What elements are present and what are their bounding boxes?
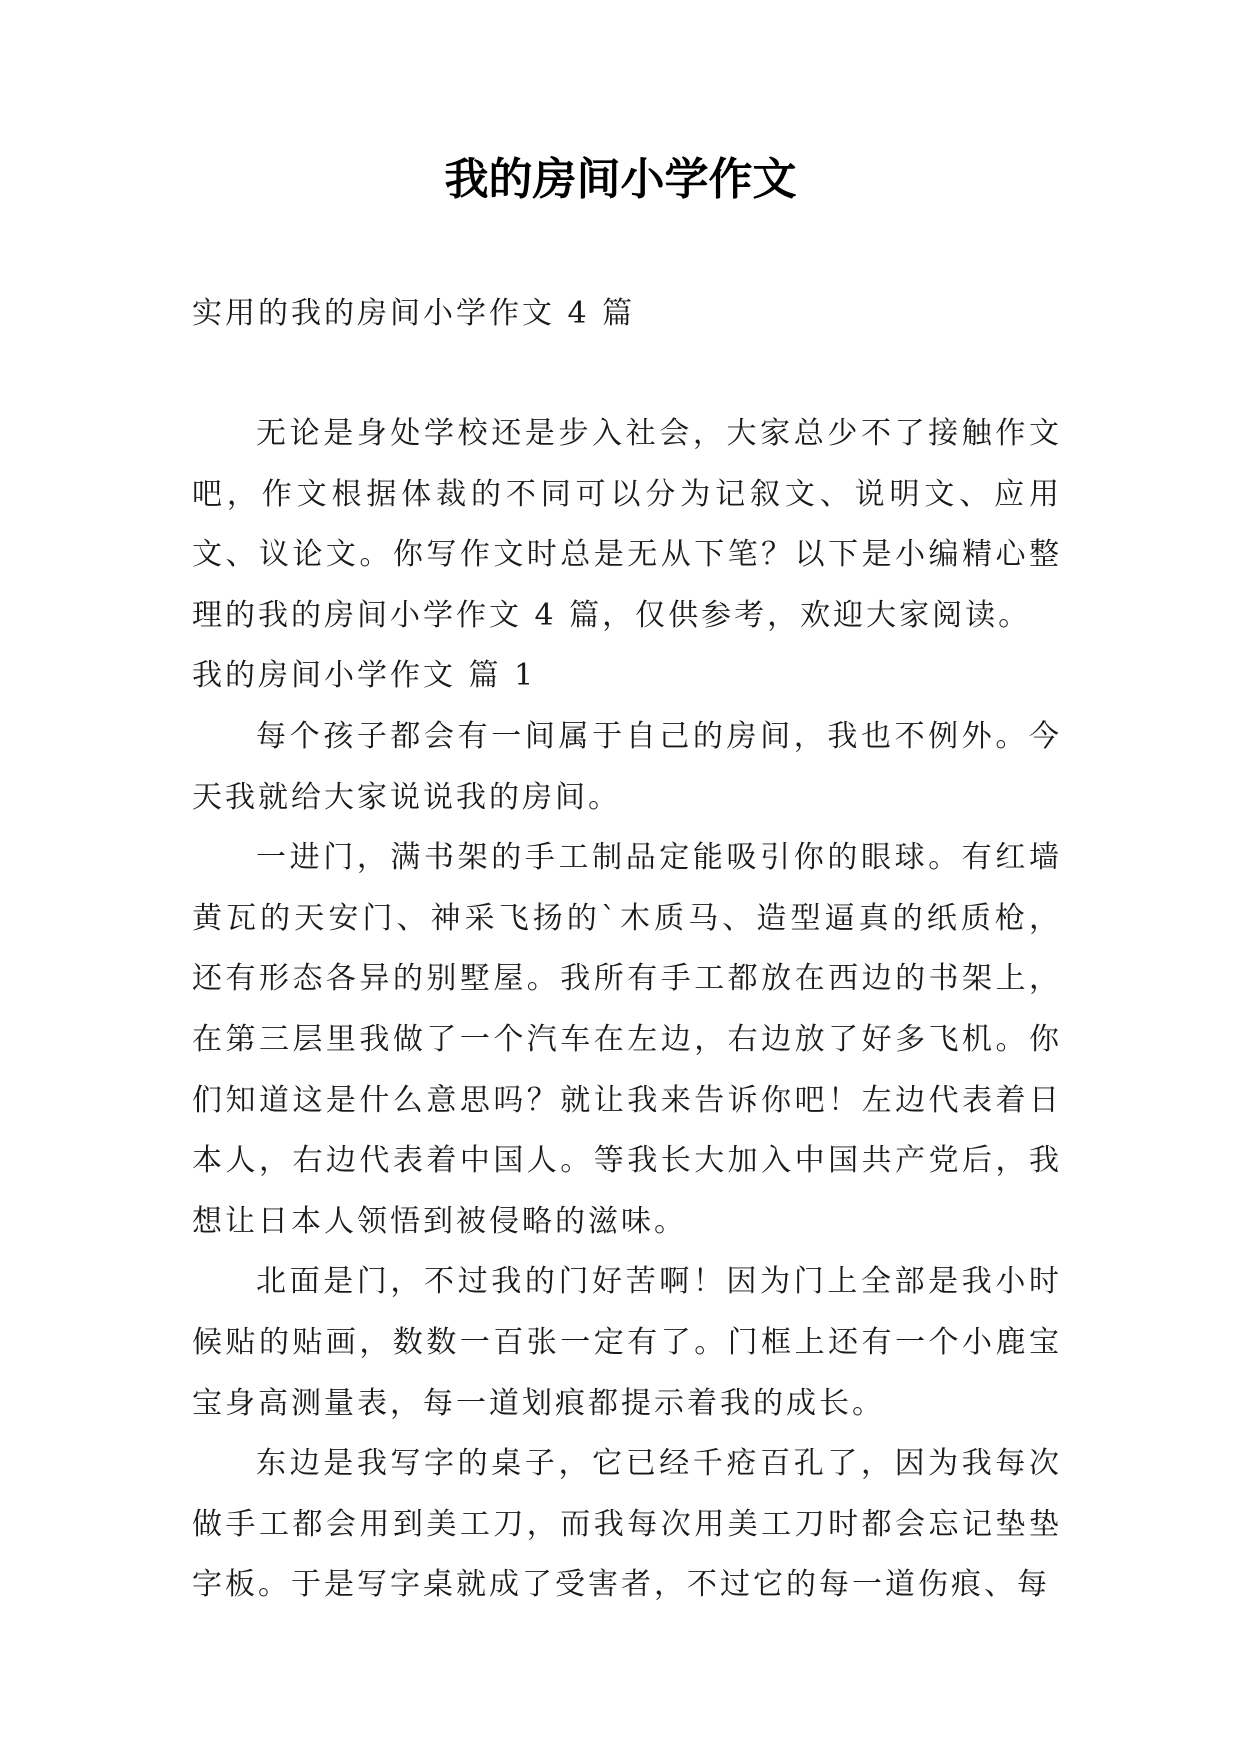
document-body	[192, 404, 1062, 1616]
section-heading: 我的房间小学作文 篇 1	[192, 658, 537, 694]
body-paragraph: 北面是门，不过我的门好苦啊！因为门上全部是我小时候贴的贴画，数数一百张一定有了。门框上还有一个小鹿宝宝身高测量表，每一道划痕都提示着我的成长。	[192, 1264, 1062, 1421]
body-paragraph: 东边是我写字的桌子，它已经千疮百孔了，因为我每次做手工都会用到美工刀，而我每次用美工刀时都会忘记垫垫字板。于是写字桌就成了受害者，不过它的每一道伤痕、每	[192, 1446, 1062, 1603]
document-title: 我的房间小学作文	[444, 154, 797, 205]
intro-paragraph: 无论是身处学校还是步入社会，大家总少不了接触作文吧，作文根据体裁的不同可以分为记叙文、说明文、应用文、议论文。你写作文时总是无从下笔？以下是小编精心整理的我的房间小学作文 4 篇，仅供参考，欢迎大家阅读。	[192, 416, 1062, 633]
body-paragraph: 一进门，满书架的手工制品定能吸引你的眼球。有红墙黄瓦的天安门、神采飞扬的`木质马、造型逼真的纸质枪，还有形态各异的别墅屋。我所有手工都放在西边的书架上，在第三层里我做了一个汽车在左边，右边放了好多飞机。你们知道这是什么意思吗？就让我来告诉你吧！左边代表着日本人，右边代表着中国人。等我长大加入中国共产党后，我想让日本人领悟到被侵略的滋味。	[192, 840, 1062, 1239]
body-paragraph: 每个孩子都会有一间属于自己的房间，我也不例外。今天我就给大家说说我的房间。	[192, 718, 1062, 815]
document-subtitle: 实用的我的房间小学作文 4 篇	[192, 296, 636, 331]
